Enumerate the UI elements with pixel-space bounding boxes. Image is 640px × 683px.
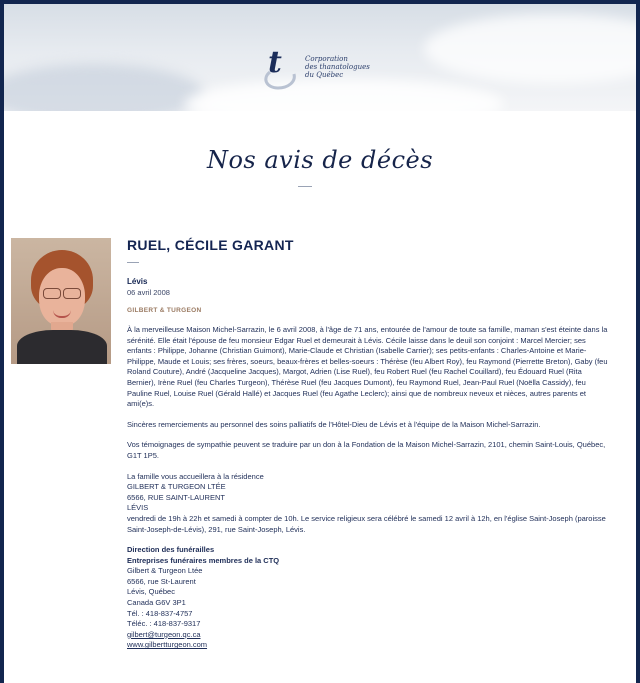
- donation-paragraph: Vos témoignages de sympathie peuvent se traduire par un don à la Fondation de la Maison Michel-Sarrazin, 2101, chemin Saint-Louis, Québec, G1T 1P5.: [127, 440, 606, 460]
- thanks-paragraph: Sincères remerciements au personnel des soins palliatifs de l'Hôtel-Dieu de Lévis et à l'équipe de la Maison Michel-Sarrazin.: [127, 419, 541, 429]
- notice-city: Lévis: [127, 277, 148, 286]
- notice-body: [127, 325, 612, 651]
- direction-fax: Téléc. : 418-837-9317: [127, 619, 201, 629]
- page-title: Nos avis de décès: [206, 146, 434, 174]
- website-link[interactable]: www.gilbertturgeon.com: [127, 640, 208, 650]
- funeral-home-label: GILBERT & TURGEON: [127, 307, 202, 314]
- visitation-schedule: vendredi de 19h à 22h et samedi à compter de 10h. Le service religieux sera célébré le samedi 12 avril à 12h, en l'église Saint-Joseph (paroisse Saint-Joseph-de-Lévis), 291, rue Saint-Joseph, Lévis.: [127, 513, 606, 534]
- org-name-line: des thanatologues: [305, 63, 370, 71]
- org-name-line: Corporation: [305, 55, 348, 63]
- banner-cloud: [4, 64, 204, 111]
- org-name[interactable]: [305, 55, 370, 79]
- direction-postal: Canada G6V 3P1: [127, 598, 186, 608]
- ctq-logo-icon[interactable]: [256, 42, 300, 90]
- direction-city: Lévis, Québec: [127, 587, 175, 597]
- banner-cloud: [424, 14, 636, 84]
- logo-letter: t: [268, 45, 282, 80]
- org-name-line: du Québec: [305, 71, 344, 79]
- email-link[interactable]: gilbert@turgeon.qc.ca: [127, 629, 201, 639]
- visitation-city: LÉVIS: [127, 503, 149, 513]
- deceased-name: RUEL, CÉCILE GARANT: [127, 237, 294, 253]
- direction-street: 6566, rue St-Laurent: [127, 576, 196, 586]
- title-divider: [298, 186, 312, 187]
- visitation-intro: La famille vous accueillera à la résidence: [127, 471, 264, 481]
- banner-cloud: [184, 79, 504, 111]
- visitation-block: [127, 472, 612, 536]
- visitation-address: 6566, RUE SAINT-LAURENT: [127, 492, 225, 502]
- notice-date: 06 avril 2008: [127, 288, 170, 297]
- obituary-paragraph: À la merveilleuse Maison Michel-Sarrazin, le 6 avril 2008, à l'âge de 71 ans, entourée de l'amour de toute sa famille, maman s'est éteinte dans la sérénité. Elle était l'épouse de feu monsieur Edgar Ruel et demeurait à Lévis. Cécile laisse dans le deuil son conjoint : Marcel Mercier; ses enfants : Philippe, Johanne (Christian Guimont), Marie-Claude et Christian (Isabelle Carrier); ses petits-enfants : Charles-Antoine et Marie-Philippe, Maude et Louis; ses frères, soeurs, beaux-frères et belles-soeurs : Thérèse (feu Albert Roy), feu Raymond (Pierrette Breton), Gaby (feu Roland Couture), André (Jacqueline Jacques), Margot, Adrien (Lise Ruel), feu Robert Ruel (feu Rachel Couillard), feu Édouard Ruel (Rita Bernier), Irène Ruel (feu Charles Turgeon), Thérèse Ruel (feu Jacques Dumont), feu Raymond Ruel, Jean-Paul Ruel (Noëlla Cassidy), feu Pauline Ruel, Louise Ruel (Gérald Hallé) et Jacques Ruel (feu Agathe Leclerc); ainsi que de nombreux neveux et nièces, autres parents et ami(e)s.: [127, 325, 608, 409]
- direction-company: Gilbert & Turgeon Ltée: [127, 566, 203, 576]
- deceased-photo: [11, 238, 111, 364]
- name-divider: [127, 262, 139, 263]
- direction-block: [127, 545, 612, 651]
- direction-phone: Tél. : 418-837-4757: [127, 608, 193, 618]
- direction-subheading: Entreprises funéraires membres de la CTQ: [127, 555, 280, 565]
- visitation-company: GILBERT & TURGEON LTÉE: [127, 482, 226, 492]
- direction-heading: Direction des funérailles: [127, 545, 215, 555]
